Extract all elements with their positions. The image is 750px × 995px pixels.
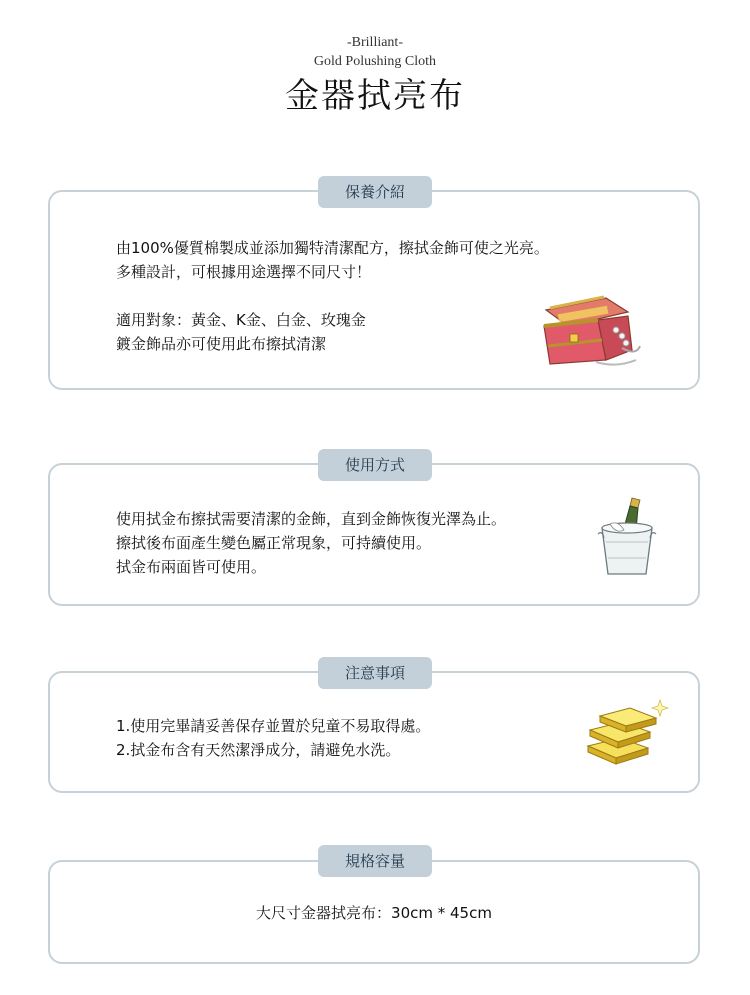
text-line: 適用對象：黃金、K金、白金、玫瑰金 (116, 311, 366, 329)
page-title: 金器拭亮布 (285, 76, 465, 116)
product-english-name: Gold Polushing Cloth (313, 54, 437, 69)
care-intro-tag: 保養介紹 (318, 176, 432, 208)
spec-tag: 規格容量 (318, 845, 432, 877)
text-line: 1.使用完畢請妥善保存並置於兒童不易取得處。 (116, 717, 431, 735)
usage-text (116, 507, 596, 579)
spec-text: 大尺寸金器拭亮布：30cm * 45cm (256, 904, 492, 922)
text-line: 多種設計，可根據用途選擇不同尺寸！ (116, 263, 372, 281)
page-header (0, 34, 750, 118)
notice-tag: 注意事項 (318, 657, 432, 689)
text-line: 2.拭金布含有天然潔淨成分，請避免水洗。 (116, 741, 401, 759)
brand-tagline: -Brilliant- (347, 35, 403, 50)
text-line: 鍍金飾品亦可使用此布擦拭清潔 (116, 335, 327, 353)
champagne-bucket-icon (596, 494, 660, 582)
text-line: 拭金布兩面皆可使用。 (116, 558, 267, 576)
usage-tag: 使用方式 (318, 449, 432, 481)
treasure-chest-icon (536, 290, 646, 370)
notice-text (116, 714, 556, 762)
text-line: 使用拭金布擦拭需要清潔的金飾，直到金飾恢復光澤為止。 (116, 510, 507, 528)
text-line: 由100%優質棉製成並添加獨特清潔配方，擦拭金飾可使之光亮。 (116, 239, 549, 257)
text-line: 擦拭後布面產生變色屬正常現象，可持續使用。 (116, 534, 432, 552)
gold-bars-icon (580, 696, 672, 768)
